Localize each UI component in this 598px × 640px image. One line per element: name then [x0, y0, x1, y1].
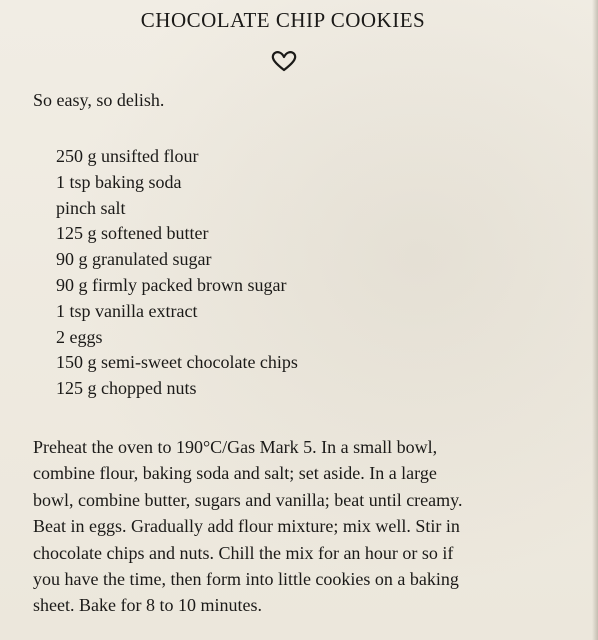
method-line: sheet. Bake for 8 to 10 minutes.	[33, 595, 262, 616]
method-line: Beat in eggs. Gradually add flour mixture; mix well. Stir in	[33, 516, 460, 537]
ingredient-item: 125 g chopped nuts	[56, 378, 197, 399]
method-line: bowl, combine butter, sugars and vanilla; beat until creamy.	[33, 489, 463, 510]
method-paragraph	[33, 434, 573, 619]
ingredient-item: 150 g semi-sweet chocolate chips	[56, 352, 298, 373]
ingredient-item: 250 g unsifted flour	[56, 146, 199, 166]
method-line: Preheat the oven to 190°C/Gas Mark 5. In a small bowl,	[33, 437, 438, 457]
ingredient-item: 90 g firmly packed brown sugar	[56, 274, 287, 295]
ingredient-item: 1 tsp baking soda	[56, 171, 182, 192]
ingredient-item: 1 tsp vanilla extract	[56, 300, 198, 321]
page-edge-shadow	[592, 0, 598, 640]
ingredient-item: 125 g softened butter	[56, 223, 209, 244]
method-line: you have the time, then form into little cookies on a baking	[33, 569, 459, 590]
recipe-title: CHOCOLATE CHIP COOKIES	[140, 8, 426, 32]
ingredient-item: 90 g granulated sugar	[56, 249, 212, 270]
ingredient-list	[56, 144, 298, 402]
recipe-intro: So easy, so delish.	[33, 90, 165, 110]
heart-icon	[271, 50, 297, 72]
method-line: combine flour, baking soda and salt; set aside. In a large	[33, 463, 437, 484]
ingredient-item: 2 eggs	[56, 326, 103, 347]
method-line: chocolate chips and nuts. Chill the mix for an hour or so if	[33, 542, 454, 563]
ingredient-item: pinch salt	[56, 197, 126, 218]
